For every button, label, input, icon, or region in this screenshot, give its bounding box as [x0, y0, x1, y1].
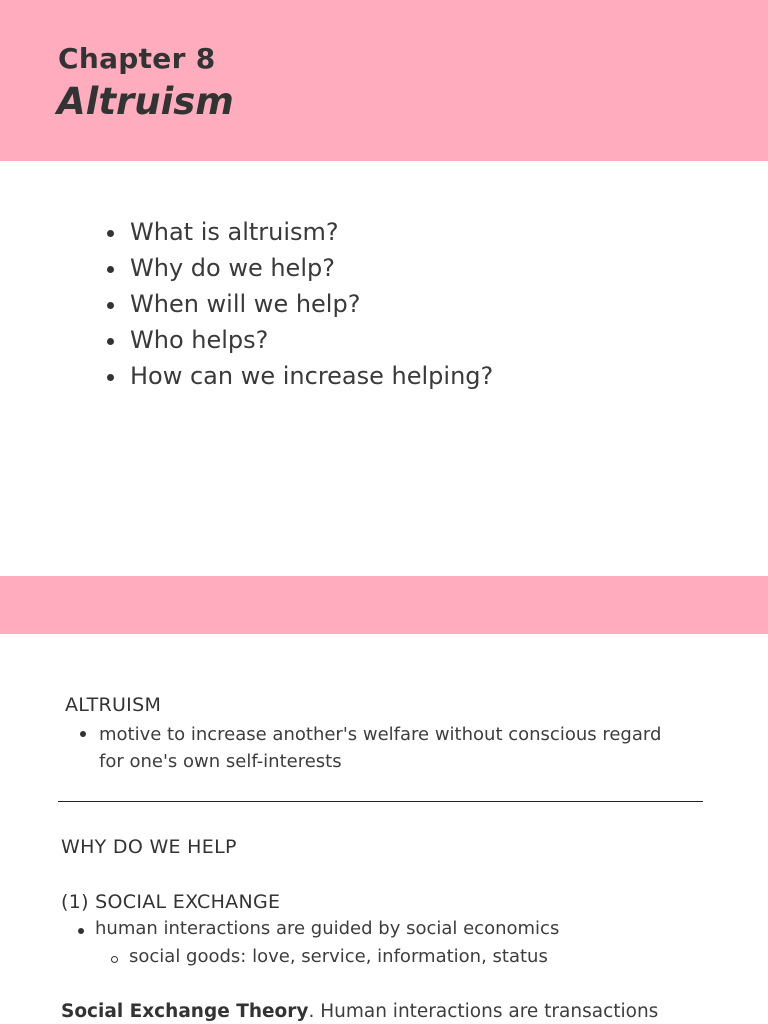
- theory-paragraph: [61, 1001, 658, 1022]
- social-goods-bullet: social goods: love, service, information, status: [129, 946, 548, 967]
- question-list: [130, 214, 493, 394]
- bullet-dot-icon: [78, 928, 84, 934]
- why-help-heading: WHY DO WE HELP: [61, 836, 237, 858]
- question-item: Who helps?: [130, 322, 493, 358]
- social-economics-bullet: human interactions are guided by social economics: [95, 918, 560, 939]
- definition-text: motive to increase another's welfare without conscious regard for one's own self-interests: [99, 724, 662, 772]
- definition-term: ALTRUISM: [65, 694, 162, 716]
- question-item: How can we increase helping?: [130, 358, 493, 394]
- chapter-label: Chapter 8: [58, 42, 216, 75]
- chapter-title: Altruism: [57, 80, 234, 123]
- theory-term: Social Exchange Theory: [61, 1001, 309, 1022]
- social-exchange-heading: (1) SOCIAL EXCHANGE: [61, 891, 281, 913]
- question-item: Why do we help?: [130, 250, 493, 286]
- section-divider: [58, 801, 703, 802]
- theory-text: . Human interactions are transactions: [308, 1001, 659, 1022]
- bullet-circle-icon: [111, 956, 118, 963]
- bullet-dot-icon: [80, 731, 86, 737]
- question-item: When will we help?: [130, 286, 493, 322]
- question-item: What is altruism?: [130, 214, 493, 250]
- section-band: [0, 576, 768, 634]
